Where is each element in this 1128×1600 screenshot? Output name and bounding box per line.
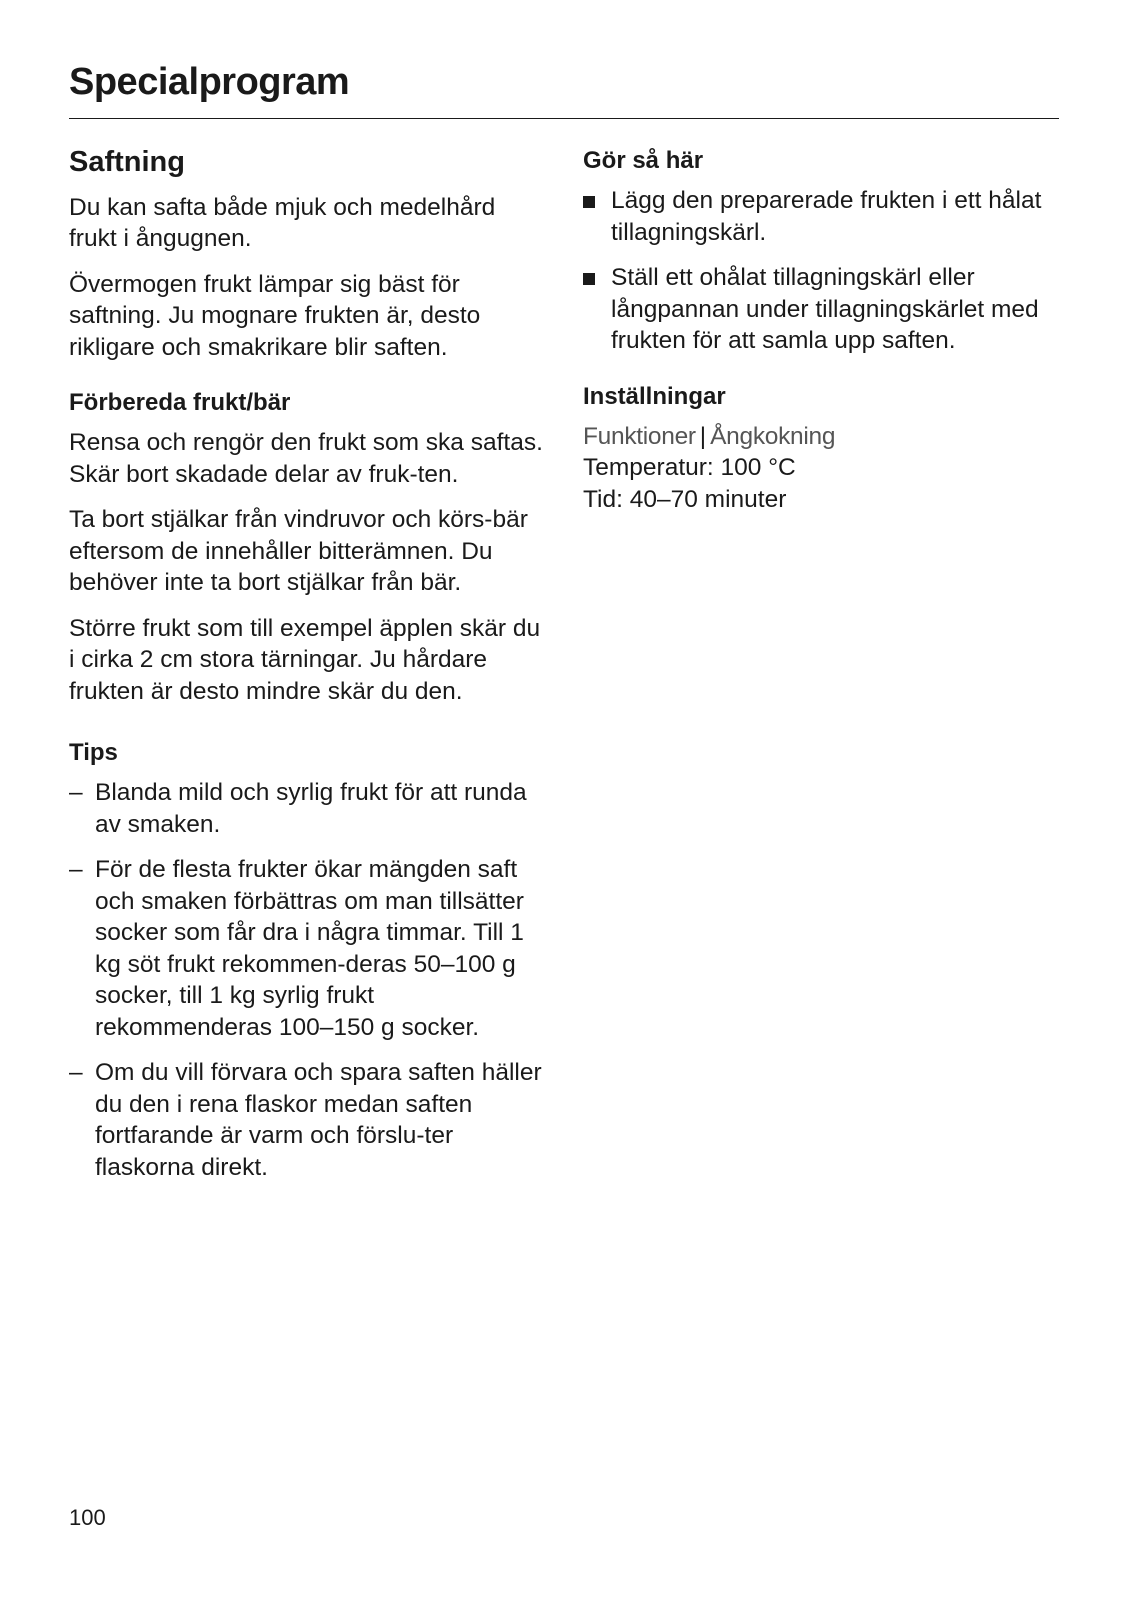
settings-separator: | [699,422,707,450]
dash-bullet: – [69,779,83,807]
dash-bullet: – [69,1059,83,1087]
page-number: 100 [69,1505,106,1530]
square-bullet-icon [583,196,595,208]
settings-function-line [583,421,1063,453]
dash-bullet: – [69,856,83,884]
settings-temperature: Temperatur: 100 °C [583,454,796,481]
prepare-paragraph: Större frukt som till exempel äpplen skär du i cirka 2 cm stora tärningar. Ju hårdare frukten är desto mindre skär du den. [69,614,541,705]
page-title: Specialprogram [69,61,350,103]
settings-function-label: Funktioner [583,422,696,450]
howto-item-text: Lägg den preparerade frukten i ett hålat tillagningskärl. [611,187,1042,246]
tips-item-text: Blanda mild och syrlig frukt för att runda av smaken. [95,779,527,838]
section-title: Saftning [69,146,185,178]
intro-paragraph: Övermogen frukt lämpar sig bäst för saftning. Ju mognare frukten är, desto rikligare och smakrikare blir saften. [69,270,481,361]
tips-item [69,854,549,1043]
tips-item-text: För de flesta frukter ökar mängden saft och smaken förbättras om man tillsätter socker som får dra i några timmar. Till 1 kg söt frukt rekommen-deras 50–100 g socker, till 1 kg syrlig frukt rekommenderas 100–150 g socker. [95,856,524,1041]
settings-time: Tid: 40–70 minuter [583,485,787,513]
square-bullet-icon [583,273,595,285]
prepare-paragraph: Ta bort stjälkar från vindruvor och körs-bär eftersom de innehåller bitterämnen. Du behöver inte ta bort stjälkar från bär. [69,506,528,597]
howto-heading: Gör så här [583,147,704,174]
left-column [69,145,549,1197]
prepare-heading: Förbereda frukt/bär [69,389,291,417]
settings-function-value: Ångkokning [710,422,836,450]
settings-heading: Inställningar [583,382,726,410]
tips-heading: Tips [69,739,118,767]
prepare-paragraph: Rensa och rengör den frukt som ska saftas. Skär bort skadade delar av fruk-ten. [69,429,543,488]
tips-item [69,777,549,840]
title-divider [69,118,1059,119]
tips-item-text: Om du vill förvara och spara saften häller du den i rena flaskor medan saften fortfarande är varm och förslu-ter flaskorna direkt. [95,1059,542,1181]
tips-item [69,1057,549,1183]
intro-paragraph: Du kan safta både mjuk och medelhård frukt i ångugnen. [69,193,496,253]
right-column [583,145,1063,515]
howto-list [583,185,1063,357]
howto-item-text: Ställ ett ohålat tillagningskärl eller långpannan under tillagningskärlet med frukten för att samla upp saften. [611,264,1039,354]
howto-item [583,262,1063,357]
howto-item [583,185,1063,248]
tips-list [69,777,549,1183]
